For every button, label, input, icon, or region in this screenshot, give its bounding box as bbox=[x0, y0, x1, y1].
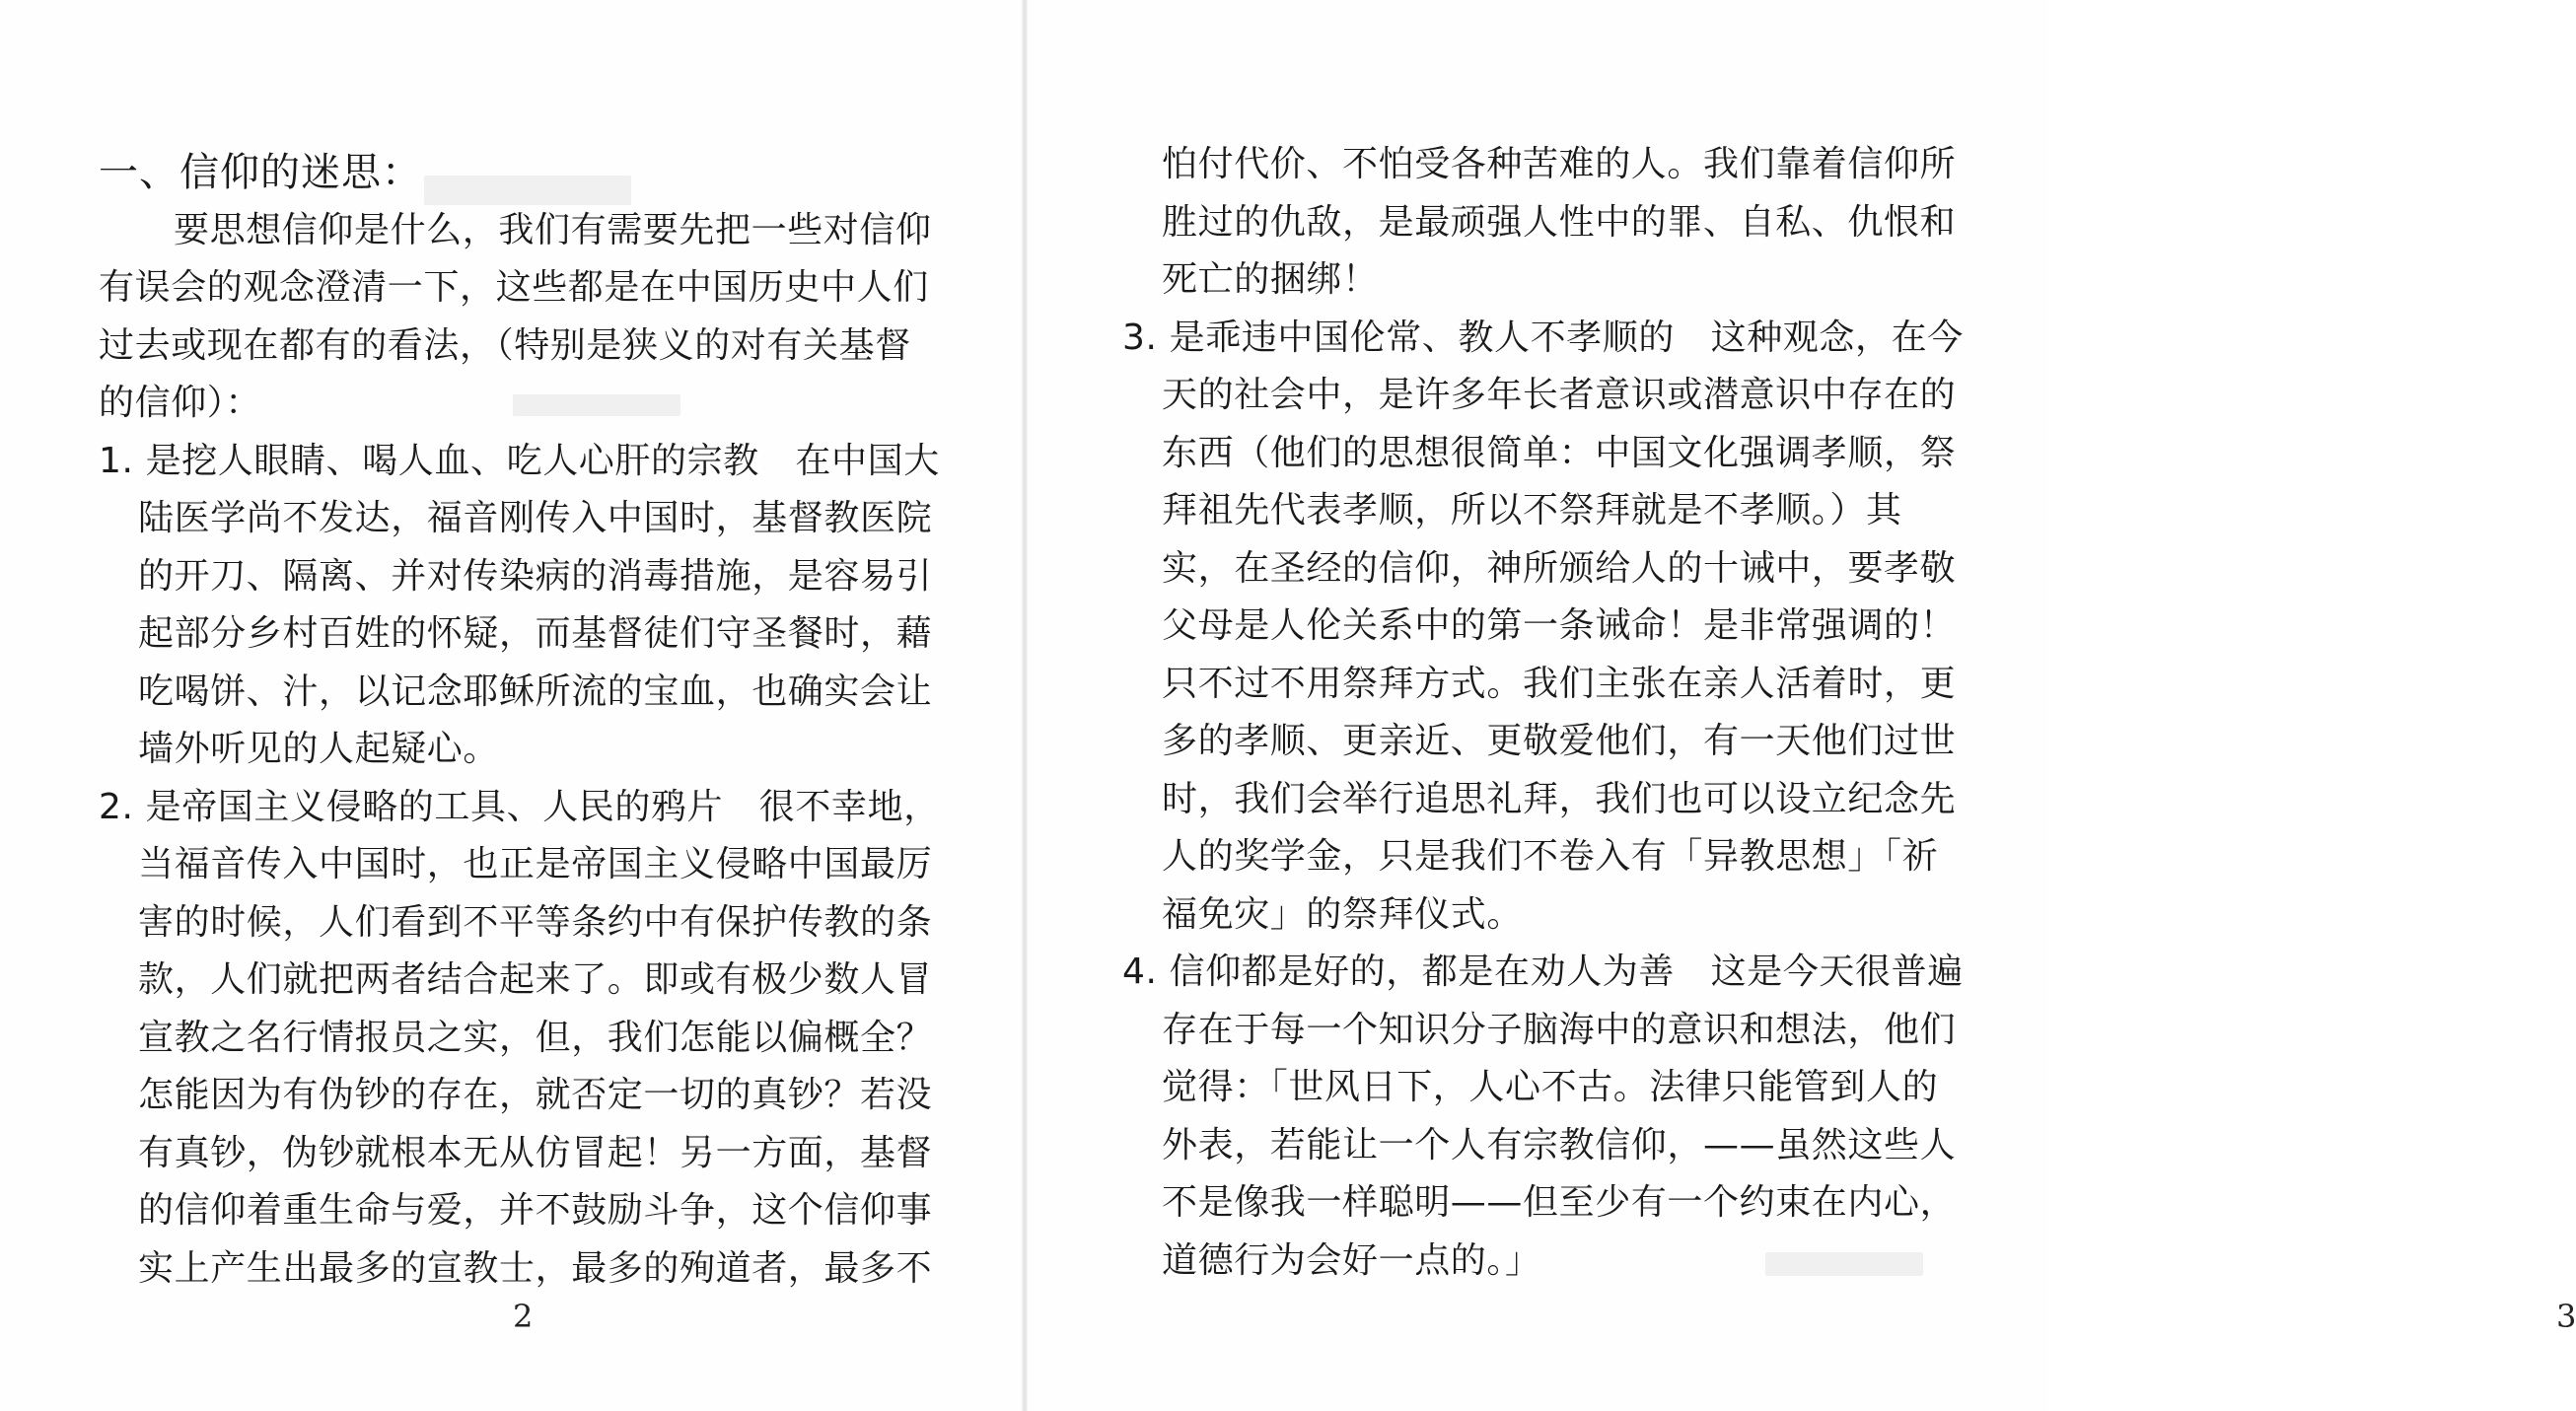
bleed-through-mark bbox=[513, 394, 680, 416]
intro-line: 有误会的观念澄清一下，这些都是在中国历史中人们 bbox=[99, 267, 929, 308]
item-3-line: 父母是人伦关系中的第一条诫命！是非常强调的！ bbox=[1162, 605, 1957, 646]
item-3-line: 实，在圣经的信仰，神所颁给人的十诫中，要孝敬 bbox=[1162, 547, 1957, 589]
left-text-block bbox=[99, 144, 947, 1298]
page-number-right: 3 bbox=[2556, 1298, 2576, 1335]
page-number-left: 2 bbox=[513, 1298, 534, 1335]
item-1-line: 的开刀、隔离、并对传染病的消毒措施，是容易引 bbox=[138, 555, 933, 597]
item-4-line: 觉得：「世风日下，人心不古。法律只能管到人的 bbox=[1162, 1067, 1939, 1107]
item-2-line: 宣教之名行情报员之实，但，我们怎能以偏概全？ bbox=[138, 1017, 933, 1058]
item-1-line: 1. 是挖人眼睛、喝人血、吃人心肝的宗教 在中国大 bbox=[99, 440, 940, 481]
item-3-line: 只不过不用祭拜方式。我们主张在亲人活着时，更 bbox=[1162, 663, 1957, 704]
item-2-line: 实上产生出最多的宣教士，最多的殉道者，最多不 bbox=[138, 1247, 933, 1289]
item-1-line: 吃喝饼、汁，以记念耶稣所流的宝血，也确实会让 bbox=[138, 670, 933, 712]
item-3-line: 多的孝顺、更亲近、更敬爱他们，有一天他们过世 bbox=[1162, 721, 1957, 761]
item-4-line: 4. 信仰都是好的，都是在劝人为善 这是今天很普遍 bbox=[1122, 952, 1964, 992]
bleed-through-mark bbox=[1765, 1252, 1923, 1276]
item-2-line: 2. 是帝国主义侵略的工具、人民的鸦片 很不幸地， bbox=[99, 786, 940, 827]
continuation-line: 胜过的仇敌，是最顽强人性中的罪、自私、仇恨和 bbox=[1162, 201, 1957, 243]
item-3-line: 福免灾」的祭拜仪式。 bbox=[1162, 893, 1524, 935]
right-text-block bbox=[1122, 136, 1970, 1290]
continuation-line: 怕付代价、不怕受各种苦难的人。我们靠着信仰所 bbox=[1162, 144, 1957, 184]
item-3-line: 3. 是乖违中国伦常、教人不孝顺的 这种观念，在今 bbox=[1122, 317, 1964, 358]
item-3-line: 人的奖学金，只是我们不卷入有「异教思想」「祈 bbox=[1162, 836, 1939, 877]
item-3-line: 东西（他们的思想很简单：中国文化强调孝顺，祭 bbox=[1162, 432, 1957, 473]
section-heading: 一、信仰的迷思： bbox=[99, 150, 422, 195]
item-2-line: 的信仰着重生命与爱，并不鼓励斗争，这个信仰事 bbox=[138, 1190, 933, 1231]
intro-line: 要思想信仰是什么，我们有需要先把一些对信仰 bbox=[174, 209, 932, 250]
item-2-line: 怎能因为有伪钞的存在，就否定一切的真钞？若没 bbox=[138, 1075, 933, 1115]
item-1-line: 起部分乡村百姓的怀疑，而基督徒们守圣餐时，藉 bbox=[138, 613, 933, 654]
item-1-line: 陆医学尚不发达，福音刚传入中国时，基督教医院 bbox=[138, 498, 933, 538]
item-2-line: 害的时候，人们看到不平等条约中有保护传教的条 bbox=[138, 901, 933, 943]
item-4-line: 道德行为会好一点的。」 bbox=[1162, 1239, 1541, 1281]
item-3-line: 天的社会中，是许多年长者意识或潜意识中存在的 bbox=[1162, 375, 1957, 415]
intro-line: 过去或现在都有的看法，（特别是狭义的对有关基督 bbox=[99, 324, 911, 366]
item-4-line: 不是像我一样聪明——但至少有一个约束在内心， bbox=[1162, 1182, 1957, 1223]
item-4-line: 外表，若能让一个人有宗教信仰，——虽然这些人 bbox=[1162, 1124, 1957, 1165]
item-2-line: 款，人们就把两者结合起来了。即或有极少数人冒 bbox=[138, 959, 933, 1000]
continuation-line: 死亡的捆绑！ bbox=[1162, 259, 1379, 300]
item-3-line: 时，我们会举行追思礼拜，我们也可以设立纪念先 bbox=[1162, 778, 1957, 819]
item-2-line: 有真钞，伪钞就根本无从仿冒起！另一方面，基督 bbox=[138, 1132, 933, 1173]
left-page bbox=[0, 0, 1022, 1411]
bleed-through-mark bbox=[424, 176, 631, 205]
item-1-line: 墙外听见的人起疑心。 bbox=[138, 729, 500, 769]
item-2-line: 当福音传入中国时，也正是帝国主义侵略中国最厉 bbox=[138, 844, 933, 884]
item-3-line: 拜祖先代表孝顺，所以不祭拜就是不孝顺。）其 bbox=[1162, 490, 1902, 530]
item-4-line: 存在于每一个知识分子脑海中的意识和想法，他们 bbox=[1162, 1009, 1957, 1050]
intro-line: 的信仰）： bbox=[99, 383, 262, 423]
